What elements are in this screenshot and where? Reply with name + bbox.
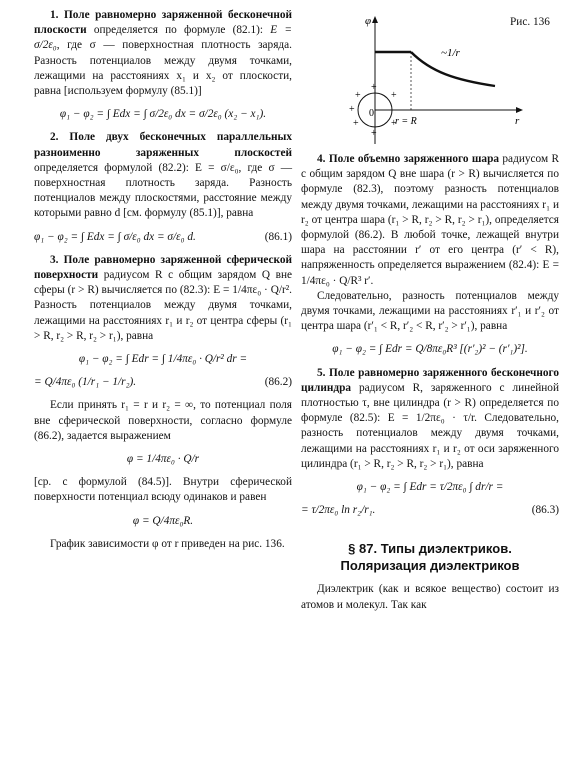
paragraph-two-planes: 2. Поле двух бесконечных параллельных разноименно заряженных плоскостей определяется формулой (82.2): E = σ/ε₀, где σ — поверхностная плотность заряда. Разность потенциалов между плоскостями, расстояние между которыми равно d [см. формулу (85.1)], равна <box>34 131 292 220</box>
r-axis-label: r <box>515 115 520 127</box>
paragraph: График зависимости φ от r приведен на рис. 136. <box>50 537 285 550</box>
equation: φ = Q/4πε₀R. <box>132 514 194 527</box>
paragraph: Диэлектрик (как и всякое вещество) состоит из атомов и молекул. Так как <box>301 583 559 611</box>
origin-label: 0 <box>369 108 374 119</box>
paragraph-plane: 1. Поле равномерно заряженной бесконечной плоскости определяется по формуле (82.1): E = σ/2ε₀, где σ — поверхностная плотность заряда. Разность потенциалов между двумя точками, лежащими на расстояниях x₁ и x₂ от плоскости, равна [используем формулу (85.1)] <box>34 9 293 98</box>
paragraph: [ср. с формулой (84.5)]. Внутри сферической поверхности потенциал всюду одинаков и равен <box>34 476 292 504</box>
equation: φ₁ − φ₂ = ∫ Edx = ∫ σ/2ε₀ dx = σ/2ε₀ (x₂ − x₁). <box>59 108 267 121</box>
equation-86-3: = τ/2πε₀ ln r₂/r₁. (86.3) <box>301 503 559 518</box>
heading-cylinder: 5. Поле равномерно заряженного бесконечного цилиндра <box>301 366 559 394</box>
svg-text:+: + <box>391 90 397 101</box>
section-heading: § 87. Типы диэлектриков. Поляризация диэлектриков <box>340 541 520 574</box>
heading-two-planes: 2. Поле двух бесконечных параллельных разноименно заряженных плоскостей <box>34 131 292 159</box>
svg-text:+: + <box>355 90 361 101</box>
equation-86-2: = Q/4πε₀ (1/r₁ − 1/r₂). (86.2) <box>34 375 292 390</box>
y-axis-arrow-icon <box>372 16 378 23</box>
figure-136 <box>335 14 535 154</box>
right-column <box>301 152 559 613</box>
paragraph: Следовательно, разность потенциалов между двумя точками, лежащими на расстояниях r′₁ и r′₂ от центра шара (r′₁ < R, r′₂ < R, r′₂ > r′₁), равна <box>301 289 559 333</box>
formula-inline: E = σ/2ε₀ <box>34 24 293 52</box>
equation: φ₁ − φ₂ = ∫ Edr = Q/8πε₀R³ [(r′₂)² − (r′₁)²]. <box>332 343 528 356</box>
curve-label: ~1/r <box>441 47 460 59</box>
paragraph-sphere: 3. Поле равномерно заряженной сферической поверхности радиусом R с общим зарядом Q вне сферы (r > R) вычисляется по (82.3): E = 1/4πε₀ · Q/r². Разность потенциалов между двумя точками, лежащими на расстояниях r₁ и r₂ от центра сферы (r₁ > R, r₂ > R, r₂ > r₁), равна <box>34 253 293 342</box>
svg-text:+: + <box>391 118 397 129</box>
equation-86-1: φ₁ − φ₂ = ∫ Edx = ∫ σ/ε₀ dx = σ/ε₀ d. (86.1) <box>34 230 292 245</box>
equation-number: (86.2) <box>264 376 292 389</box>
left-column <box>34 8 292 552</box>
x-axis-arrow-icon <box>516 107 523 113</box>
paragraph-ball: 4. Поле объемно заряженного шара радиусом R с общим зарядом Q вне шара (r > R) вычисляется по формуле (82.3), поэтому разность потенциалов между двумя точками, лежащими на расстояниях r₁ и r₂ от центра шара (r₁ > R, r₂ > R, r₂ > r₁), определяется формулой (86.2). В любой точке, лежащей внутри шара на расстоянии r′ от его центра (r′ < R), напряженность определяется выражением (82.4): E = 1/4πε₀ · Q/R³ r′. <box>301 153 560 287</box>
equation: φ₁ − φ₂ = ∫ Edr = ∫ 1/4πε₀ · Q/r² dr = <box>78 353 248 366</box>
heading-ball: 4. Поле объемно заряженного шара <box>317 153 500 165</box>
svg-text:+: + <box>349 104 355 115</box>
heading-plane: 1. Поле равномерно заряженной бесконечной плоскости <box>34 9 292 37</box>
equation-number: (86.1) <box>264 230 292 243</box>
svg-text:+: + <box>371 82 377 93</box>
svg-text:+: + <box>371 128 377 139</box>
figure-caption: Рис. 136 <box>510 16 550 28</box>
paragraph-cylinder: 5. Поле равномерно заряженного бесконечного цилиндра радиусом R, заряженного с линейной плотностью τ, вне цилиндра (r > R) определяется по формуле (82.5): E = 1/2πε₀ · τ/r. Следовательно, разность потенциалов между двумя точками, лежащими на расстояниях r₁ и r₂ от оси заряженного цилиндра (r₁ > R, r₂ > R, r₂ > r₁), равна <box>301 366 559 470</box>
svg-text:+: + <box>353 118 359 129</box>
heading-sphere: 3. Поле равномерно заряженной сферической поверхности <box>34 253 292 282</box>
phi-axis-label: φ <box>365 15 372 27</box>
r-R-label: r = R <box>395 116 417 127</box>
equation-number: (86.3) <box>531 504 559 517</box>
equation: φ₁ − φ₂ = ∫ Edr = τ/2πε₀ ∫ dr/r = <box>356 481 504 494</box>
paragraph: Если принять r₁ = r и r₂ = ∞, то потенциал поля вне сферической поверхности, согласно формуле (86.2), задается выражением <box>34 399 292 442</box>
equation: φ = 1/4πε₀ · Q/r <box>126 453 200 466</box>
